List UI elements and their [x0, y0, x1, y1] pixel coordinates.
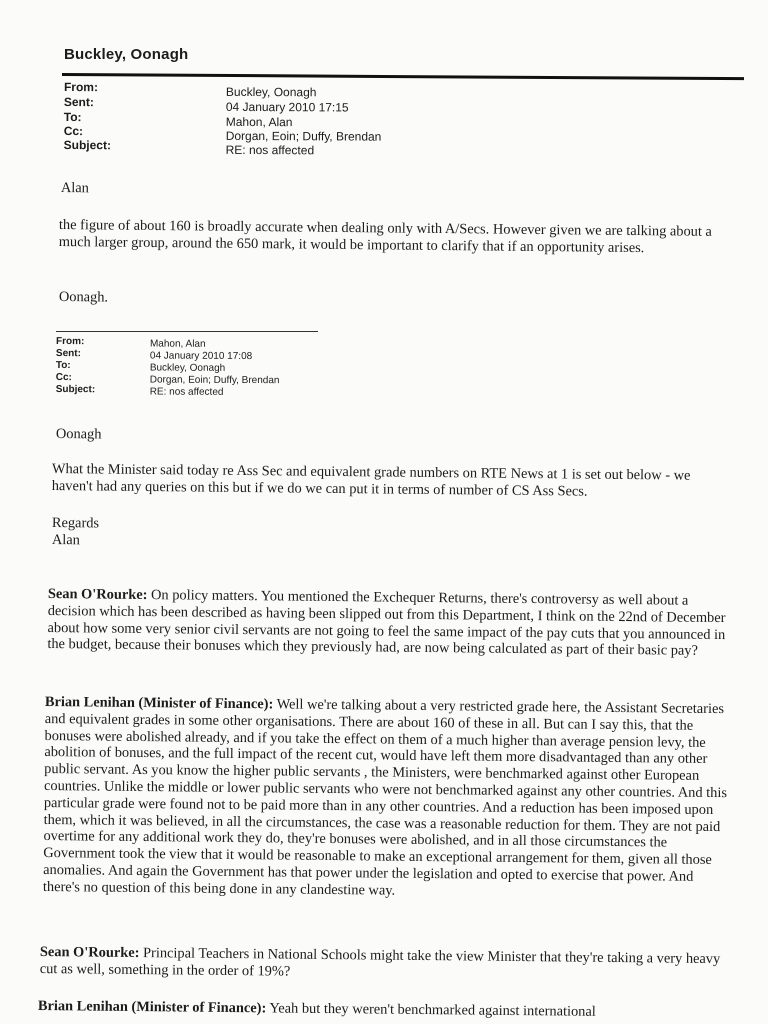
document-header-name: Buckley, Oonagh — [64, 46, 189, 63]
header-divider — [62, 73, 744, 80]
email2-sent-label: Sent: — [55, 347, 81, 360]
email1-to-label: To: — [63, 109, 82, 125]
transcript-entry — [40, 944, 728, 985]
email1-body: the figure of about 160 is broadly accurate when dealing only with A/Secs. However given we are talking about a much larger group, around the 650 mark, it would be important to clarify that if an opportunity arises. — [58, 217, 712, 256]
email1-cc-label: Cc: — [63, 123, 84, 139]
email2-header-block — [56, 336, 356, 404]
transcript-entry — [47, 586, 730, 660]
transcript-text: Well we're talking about a very restricted grade here, the Assistant Secretaries and equivalent grades in some other organisations. There are about 160 of these in all. But can I say this, that the bonuses were abolished already, and if you take the effect on them of a much higher than average pension levy, the abolition of bonuses, and the full impact of the recent cut, would have left them more disadvantaged than any other public servant. As you know the higher public servants , the Ministers, were benchmarked against other European countries. Unlike the middle or lower public servants who were not benchmarked against any other countries. And this particular grade were found not to be paid more than in any other countries. And a reduction has been imposed upon them, which it was believed, in all the circumstances, the case was a reasonable reduction for them. They are not paid overtime for any additional work they do, they're bonuses were abolished, and in all those circumstances the Government took the view that it would be reasonable to make an exceptional arrangement for them, given all those anomalies. And again the Government has that power under the legislation and opted to exercise that power. And there's no question of this being done in any clandestine way. — [42, 696, 728, 899]
email1-subject-value: RE: nos affected — [225, 142, 315, 158]
email2-cc-label: Cc: — [55, 371, 72, 384]
transcript-text: Principal Teachers in National Schools might take the view Minister that they're taking a very heavy cut as well, something in the order of 19%? — [39, 945, 721, 980]
email1-sent-value: 04 January 2010 17:15 — [225, 99, 349, 115]
email2-cc-value: Dorgan, Eoin; Duffy, Brendan — [149, 374, 280, 387]
email1-sent-label: Sent: — [63, 94, 94, 110]
email2-regards: Regards — [51, 515, 100, 532]
transcript-text: On policy matters. You mentioned the Exchequer Returns, there's controversy as well about a decision which has been described as having been slipped out from this Department, I think on the 22nd of December about how some very senior civil servants are not going to feel the same impact of the pay cuts that you announced in the budget, because their bonuses which they previously had, are now being calculated as part of their basic pay? — [47, 587, 726, 660]
email1-subject-label: Subject: — [63, 137, 112, 153]
email2-to-value: Buckley, Oonagh — [149, 362, 226, 374]
email2-body: What the Minister said today re Ass Sec and equivalent grade numbers on RTE News at 1 is set out below - we haven't had any queries on this but if we do we can put it in terms of number of CS Ass Secs. — [51, 461, 691, 500]
transcript-speaker: Brian Lenihan (Minister of Finance): — [44, 694, 274, 713]
transcript-speaker: Sean O'Rourke: — [39, 944, 140, 962]
email1-header-block — [64, 80, 384, 162]
transcript-speaker: Brian Lenihan (Minister of Finance): — [37, 998, 267, 1017]
email2-to-label: To: — [55, 359, 71, 372]
quoted-email-divider — [56, 331, 318, 332]
email2-subject-value: RE: nos affected — [149, 386, 224, 398]
email1-signoff: Oonagh. — [58, 289, 109, 306]
email2-sent-value: 04 January 2010 17:08 — [149, 350, 253, 363]
email2-subject-label: Subject: — [55, 383, 96, 396]
email2-signature: Alan — [51, 532, 80, 549]
transcript-speaker: Sean O'Rourke: — [47, 586, 148, 604]
email1-cc-value: Dorgan, Eoin; Duffy, Brendan — [225, 128, 382, 144]
email1-greeting: Alan — [60, 180, 89, 197]
email1-from-label: From: — [63, 80, 98, 95]
transcript-text: Yeah but they weren't benchmarked against international — [269, 1000, 596, 1020]
email1-to-value: Mahon, Alan — [225, 114, 293, 130]
email2-from-label: From: — [55, 336, 85, 348]
transcript-entry — [43, 694, 729, 903]
email2-greeting: Oonagh — [55, 426, 102, 443]
transcript-entry — [38, 998, 728, 1022]
email1-from-value: Buckley, Oonagh — [225, 84, 317, 100]
email2-from-value: Mahon, Alan — [149, 338, 206, 350]
